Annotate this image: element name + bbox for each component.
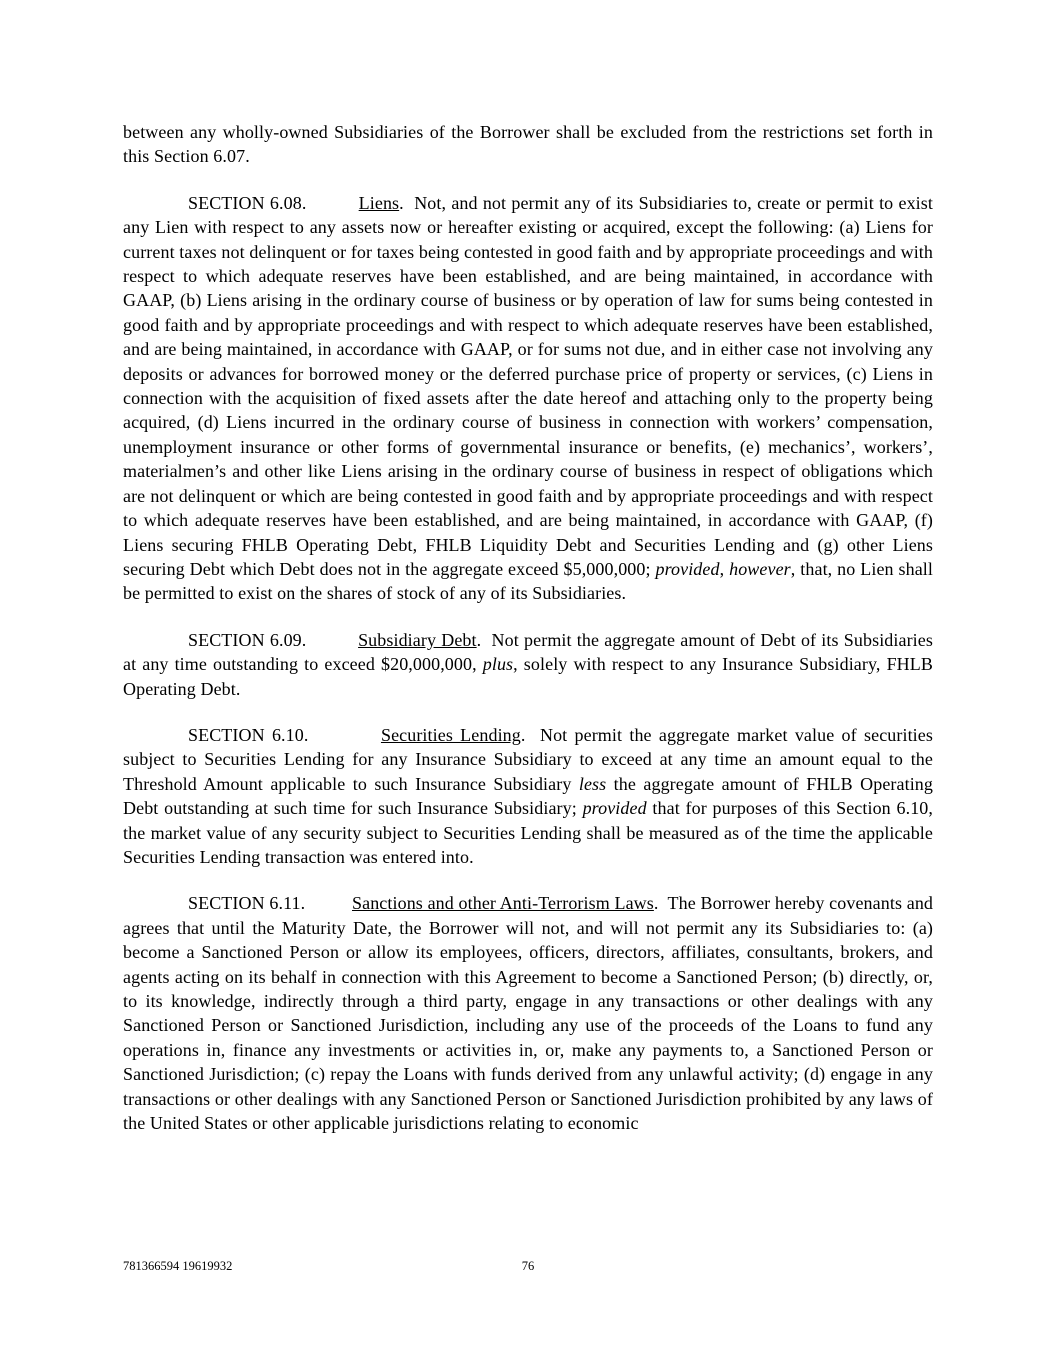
paragraph (123, 120, 933, 169)
text-run: SECTION 6.08. (188, 192, 307, 213)
paragraph (123, 723, 933, 869)
text-run: . The Borrower hereby covenants and agrees that until the Maturity Date, the Borrower will not, and will not permit any its Subsidiaries to: (a) become a Sanctioned Person or allow its employees, officers, directors, affiliates, consultants, brokers, and agents acting on its behalf in connection with this Agreement to become a Sanctioned Person; (b) directly, or, to its knowledge, indirectly through a third party, engage in any transactions or other dealings with any Sanctioned Person or Sanctioned Jurisdiction, including any use of the proceeds of the Loans to fund any operations in, finance any investments or activities in, or, make any payments to, a Sanctioned Person or Sanctioned Jurisdiction; (c) repay the Loans with funds derived from any unlawful activity; (d) engage in any transactions or other dealings with any Sanctioned Person or Sanctioned Jurisdiction prohibited by any laws of the United States or other applicable jurisdictions relating to economic (123, 893, 934, 1134)
text-run: that for purposes of this Section 6.10, the market value of any security subject to Securities Lending shall be measured as of the time the applicable Securities Lending transaction was entered into. (123, 798, 933, 867)
document-body (123, 120, 933, 1135)
text-run: , that, no Lien shall be permitted to exist on the shares of stock of any of its Subsidiaries. (123, 558, 934, 604)
page-number: 76 (521, 1259, 535, 1273)
text-run: between any wholly-owned Subsidiaries of the Borrower shall be excluded from the restrictions set forth in this Section 6.07. (123, 122, 933, 167)
text-run: the aggregate amount of FHLB Operating Debt outstanding at such time for such Insurance Subsidiary; (123, 773, 934, 819)
text-run: . Not permit the aggregate market value of securities subject to Securities Lending for any Insurance Subsidiary to exceed at any time an amount equal to the Threshold Amount applicable to such Insurance Subsidiary (123, 724, 933, 794)
footer (123, 1258, 933, 1278)
text-run: Sanctions and other Anti-Terrorism Laws (352, 893, 654, 914)
text-run: SECTION 6.09. (188, 629, 307, 650)
document-id: 781366594 19619932 (123, 1259, 233, 1273)
paragraph (123, 191, 933, 606)
text-run: , (719, 558, 730, 579)
text-run (306, 630, 358, 650)
text-run: . Not permit the aggregate amount of Debt of its Subsidiaries at any time outstanding to exceed $20,000,000, (123, 629, 933, 675)
text-run: however (729, 558, 791, 579)
text-run (305, 893, 352, 913)
text-run: SECTION 6.11. (188, 893, 306, 914)
text-run: Subsidiary Debt (358, 629, 477, 650)
text-run (306, 193, 358, 213)
text-run: SECTION 6.10. (188, 724, 309, 745)
text-run: provided (582, 798, 647, 819)
text-run: . Not, and not permit any of its Subsidiaries to, create or permit to exist any Lien with respect to any assets now or hereafter existing or acquired, except the following: (a) Liens for current taxes not delinquent or for taxes being contested in good faith and by appropriate proceedings and with respect to which adequate reserves have been established, and are being maintained, in accordance with GAAP, (b) Liens arising in the ordinary course of business or by operation of law for sums being contested in good faith and by appropriate proceedings and with respect to which adequate reserves have been established, and are being maintained, in accordance with GAAP, or for sums not due, and in either case not involving any deposits or advances for borrowed money or the deferred purchase price of property or services, (c) Liens in connection with the acquisition of fixed assets after the date hereof and attaching only to the property being acquired, (d) Liens incurred in the ordinary course of business in connection with workers’ compensation, unemployment insurance or other forms of governmental insurance or benefits, (e) mechanics’, workers’, materialmen’s and other like Liens arising in the ordinary course of business in respect of obligations which are not delinquent or which are being contested in good faith and by appropriate proceedings and with respect to which adequate reserves have been established, and are being maintained, in accordance with GAAP, (f) Liens securing FHLB Operating Debt, FHLB Liquidity Debt and Securities Lending and (g) other Liens securing Debt which Debt does not in the aggregate exceed $5,000,000; (123, 192, 933, 579)
text-run: plus (482, 654, 514, 675)
text-run: provided (655, 558, 720, 579)
text-run: Liens (358, 192, 400, 213)
text-run: Securities Lending (380, 724, 521, 745)
text-run: , solely with respect to any Insurance Subsidiary, FHLB Operating Debt. (123, 654, 933, 699)
paragraph (123, 891, 933, 1135)
paragraph (123, 628, 933, 701)
text-run: less (578, 773, 607, 794)
text-run (308, 725, 381, 745)
